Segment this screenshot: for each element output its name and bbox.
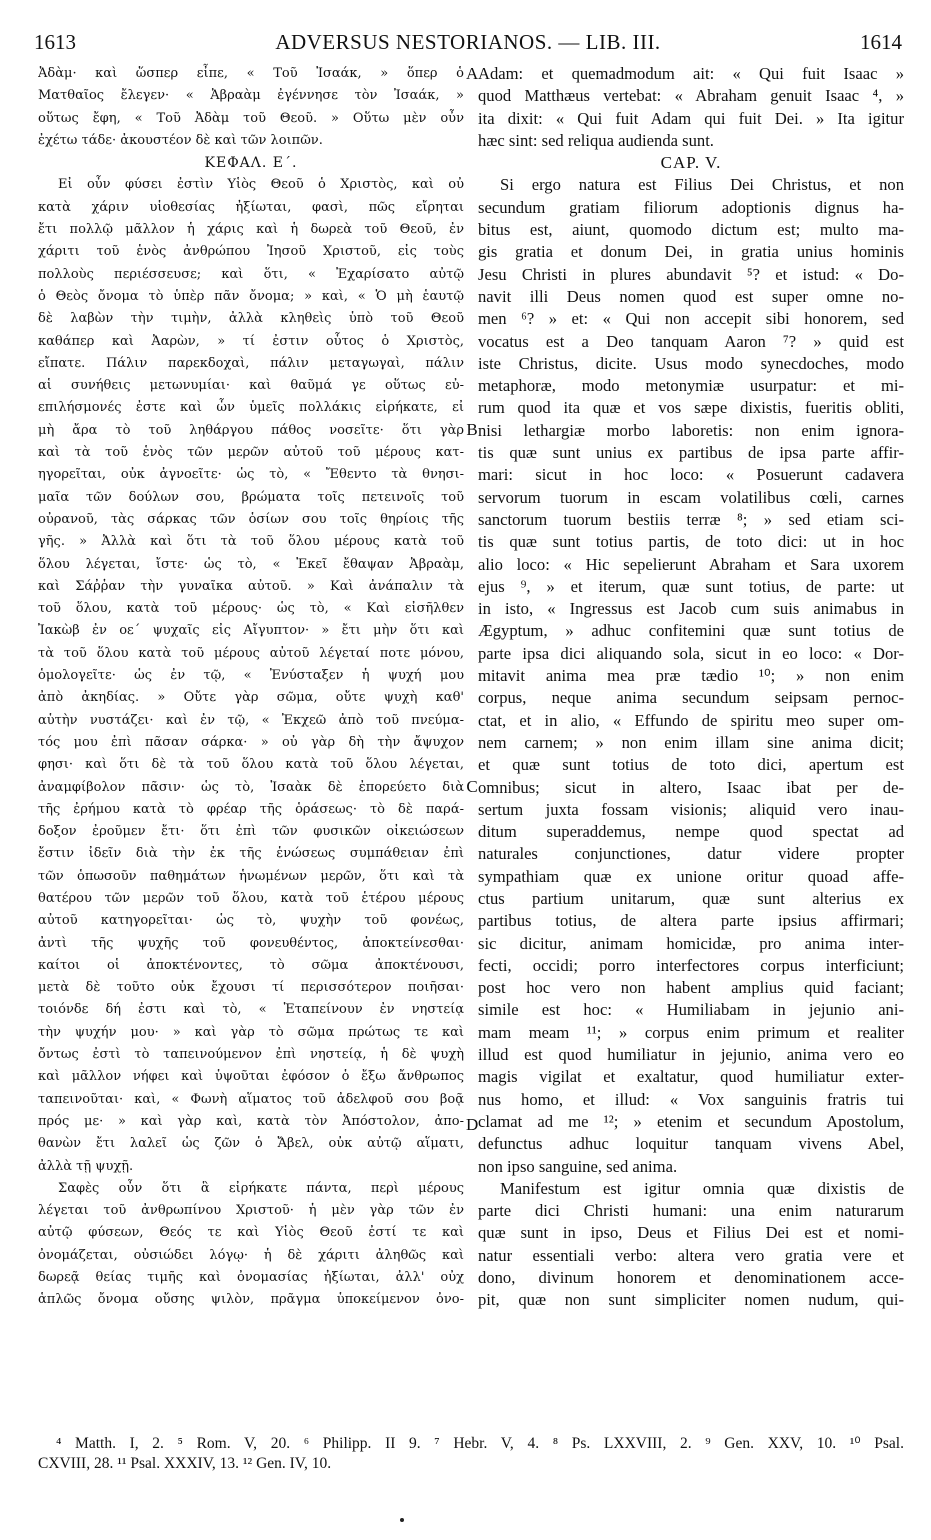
text-line: ditum superaddemus, nempe quod spectat ad [478, 822, 904, 842]
text-line: δωρεᾷ θείας τιμῆς καὶ ὀνομασίας ἠξίωται, ἀλλ' οὐχ [38, 1270, 464, 1286]
footnote-line: CXVIII, 28. ¹¹ Psal. XXXIV, 13. ¹² Gen. IV, 10. [38, 1455, 332, 1472]
text-line: δὲ λαβὼν τὴν τιμὴν, ἀλλὰ κληθεὶς ὑπὸ τοῦ Θεοῦ [38, 311, 464, 327]
text-line: ἔτι πολλῷ μᾶλλον ἡ χάρις καὶ ἡ δωρεὰ τοῦ Θεοῦ, ἐν [38, 222, 464, 238]
text-line: πρός με· » καὶ γὰρ καὶ, κατὰ τὸν Ἀπόστολον, ἀπο- [38, 1113, 464, 1129]
text-line: nisi lethargiæ morbo laboretis: non enim ignora- [478, 420, 904, 440]
text-line: quod Matthæus vertebat: « Abraham genuit Isaac ⁴, » [478, 86, 904, 106]
text-line: Si ergo natura est Filius Dei Christus, et non [500, 175, 904, 195]
text-line: αὐτῷ φύσεων, Θεός τε καὶ Υἱὸς Θεοῦ ἐστί τε καὶ [38, 1225, 464, 1241]
text-line: αἱ συνήθεις μετωνυμίαι· καὶ θαῦμά γε οὕτως εὐ- [38, 378, 464, 394]
text-line: καὶ Σάῤῥαν τὴν γυναῖκα αὐτοῦ. » Καὶ ἀνάπαλιν τὰ [38, 578, 464, 594]
text-line: ita dixit: « Qui fuit Adam qui fuit Dei. » Ita igitur [478, 108, 904, 128]
text-line: parte ipsa dici aliquando sola, sicut in eo loco: « Dor- [478, 643, 904, 663]
text-line: ἀπὸ ἀκηδίας. » Οὔτε γὰρ σῶμα, οὔτε ψυχὴ καθ' [38, 690, 464, 706]
text-line: mam meam ¹¹; » corpus enim primum et realiter [478, 1022, 904, 1042]
margin-letter-d: D [466, 1115, 479, 1134]
text-line: mitavit anima mea præ tædio ¹⁰; » non enim [478, 666, 904, 686]
text-line: Jesu Christi in plures abundavit ⁵? et istud: « Do- [478, 264, 904, 284]
text-line: bitus est, aiunt, quomodo dictum est; multo ma- [478, 220, 904, 240]
text-line: τὴν ψυχήν μου· » καὶ γὰρ τὸ σῶμα πρώτως τε καὶ [38, 1024, 464, 1040]
text-line: ἀναμφίβολον πᾶσιν· ὡς τὸ, Ἰσαὰκ δὲ ἐπορεύετο διὰ [38, 779, 464, 795]
running-title: ADVERSUS NESTORIANOS. — LIB. III. [275, 30, 661, 54]
text-line: men ⁶? » et: « Qui non accepit sibi honorem, sed [478, 309, 904, 329]
text-line: quæ sunt in ipso, Deus et Filius Dei est et nomi- [478, 1223, 904, 1243]
text-line: hæc sint: sed reliqua audienda sunt. [478, 130, 714, 150]
text-line: Manifestum est igitur omnia quæ dixistis de [500, 1178, 904, 1198]
text-line: τοῦ ὅλου, κατὰ τοῦ μέρους· ὡς τὸ, « Καὶ εἰσῆλθεν [38, 601, 464, 617]
footnote-line: ⁴ Matth. I, 2. ⁵ Rom. V, 20. ⁶ Philipp. II 9. ⁷ Hebr. V, 4. ⁸ Ps. LXXVIII, 2. ⁹ Gen. XXV, 10. ¹⁰ Psal. [56, 1435, 904, 1452]
text-line: εἴπατε. Πάλιν παρεκδοχαὶ, πάλιν μεταγωγαὶ, πάλιν [38, 355, 464, 371]
text-line: sympathiam quæ ex unione oritur quoad affe- [478, 866, 904, 886]
text-line: ἁπλῶς ὄνομα οὔσης ψιλὸν, πρᾶγμα ὑποκείμενον ὀνο- [38, 1292, 464, 1308]
text-line: Σαφὲς οὖν ὅτι ἃ εἰρήκατε πάντα, περὶ μέρους [58, 1180, 464, 1196]
text-line: τοιόνδε δή ἐστι καὶ τὸ, « Ἐταπείνουν ἐν νηστείᾳ [38, 1002, 464, 1018]
text-line: φησι· καὶ ὅτι δὲ τὰ τοῦ ὅλου κατὰ τοῦ ὅλου λέγεται, [38, 757, 464, 773]
text-line: ctus partium unitarum, quæ sunt alterius ex [478, 888, 904, 908]
text-line: ὁμολογεῖτε· ὡς ἐν τῷ, « Ἐνύσταξεν ἡ ψυχή μου [38, 668, 464, 684]
text-line: καίτοι οἱ ἀποκτένοντες, τὸ σῶμα ἀποκτένουσι, [38, 957, 464, 973]
text-line: fecti, occidi; porro interfectores corpus interficiunt; [478, 955, 904, 975]
text-line: Ægyptum, » adhuc confitemini quæ sunt totius de [478, 621, 904, 641]
text-line: ejus ⁹, » et iterum, quæ sunt totius, de parte: ut [478, 576, 904, 596]
chapter-heading: CAP. V. [660, 153, 722, 173]
text-line: Adam: et quemadmodum ait: « Qui fuit Isaac » [478, 64, 904, 83]
text-line: κατὰ χάριν υἱοθεσίας ἠξίωται, φασὶ, πῶς εἴρηται [38, 199, 464, 215]
greek-column [38, 63, 464, 1433]
text-line: ὁ Θεὸς ὄνομα τὸ ὑπὲρ πᾶν ὄνομα; » καὶ, « Ὁ μὴ ἑαυτῷ [38, 288, 464, 304]
text-line: ὀνομάζεται, οὐσιώδει λόγῳ· ἡ δὲ χάριτι ἀληθῶς καὶ [38, 1247, 464, 1263]
text-line: defunctus adhuc loquitur tanquam vivens Abel, [478, 1134, 904, 1154]
text-line: non ipso sanguine, sed anima. [478, 1156, 678, 1176]
text-line: καὶ τὰ τοῦ ἑνὸς τῶν μερῶν αὐτοῦ τοῦ μέρους κατ- [38, 445, 464, 461]
text-line: μὴ ἄρα τὸ τοῦ ληθάργου πάθος νοσεῖτε· ὅτι γὰρ [38, 422, 464, 438]
text-line: et quæ sunt totius de toto dici, apertum est [478, 755, 904, 775]
running-header [34, 30, 902, 62]
latin-column [478, 63, 904, 1433]
text-line: nus homo, et illud: « Vox sanguinis fratris tui [478, 1089, 904, 1109]
text-line: τός μου ἐπὶ πᾶσαν σάρκα· » οὐ γὰρ δὴ τὴν ἄψυχον [38, 734, 464, 750]
text-line: γῆς. » Ἀλλὰ καὶ ὅτι τὰ τοῦ ὅλου μέρους κατὰ τοῦ [38, 534, 464, 550]
text-line: navit illi Deus nomen quod est super omne no- [478, 286, 904, 306]
text-line: parte dici Christi humani: una enim naturarum [478, 1201, 904, 1221]
text-line: sertum juxta fossam visionis; aliquid vero inau- [478, 799, 904, 819]
text-line: καθάπερ καὶ Ἀαρὼν, » τί ἐστιν οὗτος ὁ Χριστὸς, [38, 333, 464, 349]
text-line: ὅλου λέγεται, ἴστε· ὡς τὸ, « Ἐκεῖ ἔθαψαν Ἀβραὰμ, [38, 556, 464, 572]
text-line: clamat ad me ¹²; » etenim et secundum Apostolum, [478, 1111, 904, 1131]
text-line: servorum tuorum in escam volatilibus cœli, carnes [478, 487, 904, 507]
text-line: vocatus est a Deo tanquam Aaron ⁷? » quid est [478, 331, 904, 351]
text-line: omnibus; sicut in altero, Isaac ibat per de- [478, 777, 904, 797]
text-line: ctat, et in alio, « Effundo de spiritu meo super om- [478, 710, 904, 730]
text-line: rum quod ita quæ et vos sæpe dixistis, fueritis obliti, [478, 398, 904, 418]
text-line: ἀλλὰ τῇ ψυχῇ. [38, 1158, 134, 1174]
text-line: secundum gratiam filiorum adoptionis dignus ha- [478, 197, 904, 217]
text-line: mari: sicut in hoc loco: « Posuerunt cadavera [478, 465, 904, 485]
page-number-right: 1614 [860, 30, 902, 54]
text-line: natur essentiali verbo: altera vero gratia vere et [478, 1245, 904, 1265]
text-line: τῶν ὁπωσοῦν παθημάτων ἡνωμένων μερῶν, ὅτι καὶ τὰ [38, 868, 464, 884]
text-line: nem carnem; » non enim illam sine anima dicit; [478, 732, 904, 752]
text-line: ἀντὶ τῆς ψυχῆς τοῦ φονευθέντος, ἀποκτείνεσθαι· [38, 935, 464, 951]
text-line: μετὰ δὲ τοῦτο οὐκ ἔχουσι τί περισσότερον ποιῆσαι· [38, 980, 464, 996]
page-number-left: 1613 [34, 30, 76, 54]
text-line: metaphoræ, modo metonymiæ usurpatur: et mi- [478, 376, 904, 396]
text-line: δοξον ἐροῦμεν ἔτι· ὅτι ἐπὶ τῶν φυσικῶν οἰκειώσεων [38, 824, 464, 840]
text-line: Ἀδὰμ· καὶ ὥσπερ εἶπε, « Τοῦ Ἰσαάκ, » ὅπερ ὁ [38, 66, 464, 81]
text-line: μαῖα τῶν δούλων σου, βρώματα τοῖς πετεινοῖς τοῦ [38, 489, 464, 505]
margin-letter-b: B [466, 420, 478, 439]
text-line: Ματθαῖος ἔλεγεν· « Ἀβραὰμ ἐγέννησε τὸν Ἰσαάκ, » [38, 88, 464, 104]
text-line: magis vigilat et exaltatur, quod humiliatur exter- [478, 1067, 904, 1087]
text-line: τῆς ἐρήμου κατὰ τὸ φρέαρ τῆς ὁράσεως· τὸ δὲ παρά- [38, 801, 464, 817]
text-line: partibus totius, de altera parte ipsius affirmari; [478, 911, 904, 931]
text-line: καὶ μᾶλλον νήφει καὶ ὑψοῦται ἐφόσον ὁ ἔξω ἄνθρωπος [38, 1069, 464, 1085]
text-line: οὕτως ἔφη, « Τοῦ Ἀδὰμ τοῦ Θεοῦ. » Οὕτω μὲν οὖν [38, 110, 464, 126]
text-line: simile est hoc: « Humiliabam in jejunio ani- [478, 1000, 904, 1020]
text-line: pit, quæ non sunt simpliciter nomen nudum, qui- [478, 1290, 904, 1310]
chapter-heading: ΚΕΦΑΛ. Ε΄. [204, 155, 298, 172]
text-line: iste Christus, dicite. Usus modo synecdoches, modo [478, 353, 904, 373]
page-dot [400, 1518, 404, 1522]
text-line: gis gratia et donum Dei, in gratia unius hominis [478, 242, 904, 262]
text-line: naturales conjunctiones, datur videre propter [478, 844, 904, 864]
text-line: λέγεται τοῦ ἀνθρωπίνου Χριστοῦ· ἡ μὲν γὰρ τῶν ἐν [38, 1203, 464, 1219]
margin-letter-c: C [466, 777, 478, 796]
text-line: sanctorum tuorum bestiis terræ ⁸; » sed etiam sci- [478, 509, 904, 529]
text-line: tis quæ sunt unius ex partibus de ipsa parte affir- [478, 443, 904, 463]
text-line: θανὼν ἔτι λαλεῖ ὡς ζῶν ὁ Ἄβελ, οὐκ αὐτῷ αἵματι, [38, 1136, 464, 1152]
text-line: θατέρου τῶν μερῶν τοῦ ὅλου, κατὰ τοῦ ἑτέρου μέρους [38, 890, 464, 906]
text-line: τὰ τοῦ ὅλου κατὰ τοῦ μέρους αὐτοῦ λέγεταί ποτε μόνου, [38, 645, 464, 661]
text-line: ἔστιν ἰδεῖν διὰ τὴν ἐκ τῆς ἑνώσεως συμπάθειαν ἐπὶ [38, 846, 464, 862]
text-line: in isto, « Ingressus est Jacob cum suis animabus in [478, 599, 904, 619]
text-line: Εἰ οὖν φύσει ἐστὶν Υἱὸς Θεοῦ ὁ Χριστὸς, καὶ οὐ [58, 177, 464, 193]
text-line: tis quæ sunt totius partis, de toto dici: ut in hoc [478, 532, 904, 552]
text-line: οὐρανοῦ, τὰς σάρκας τῶν ὁσίων σου τοῖς θηρίοις τῆς [38, 511, 464, 527]
text-line: αὑτὴν νυστάζει· καὶ ἐν τῷ, « Ἐκχεῶ ἀπὸ τοῦ πνεύμα- [38, 712, 464, 728]
text-line: sic dicitur, animam homicidæ, pro anima inter- [478, 933, 904, 953]
text-line: post hoc vero non habent amplius quid faciant; [478, 978, 904, 998]
text-line: alio loco: « Hic sepelierunt Abraham et Sara uxorem [478, 554, 904, 574]
text-line: αὐτοῦ κατηγορεῖται· ὡς τὸ, ψυχὴν τοῦ φονέως, [38, 913, 464, 929]
text-line: ηγορεῖται, οὐκ ἀγνοεῖτε· ὡς τὸ, « Ἔθεντο τὰ θνησι- [38, 467, 464, 483]
text-line: ἐχέτω τάδε· ἀκουστέον δὲ καὶ τῶν λοιπῶν. [38, 132, 323, 148]
text-line: επιλήσμονές ἐστε καὶ ὧν ὑμεῖς πολλάκις εἰρήκατε, εἰ [38, 400, 464, 416]
text-line: dono, divinum honorem et denominationem acce- [478, 1268, 904, 1288]
text-line: χάριτι τοῦ ἑνὸς ἀνθρώπου Ἰησοῦ Χριστοῦ, εἰς τοὺς [38, 244, 464, 260]
text-line: illud est quod humiliatur in jejunio, anima vero eo [478, 1045, 904, 1065]
margin-letter-a: A [466, 64, 479, 83]
text-line: Ἰακὼβ ἐν οε΄ ψυχαῖς εἰς Αἴγυπτον· » ἔτι μὴν ὅτι καὶ [38, 623, 464, 639]
text-line: ὄντως ἐστὶ τὸ ταπεινούμενον ἐπὶ νηστείᾳ, ἡ δὲ ψυχὴ [38, 1047, 464, 1063]
text-line: ταπεινοῦται· καὶ, « Φωνὴ αἵματος τοῦ ἀδελφοῦ σου βοᾷ [38, 1091, 464, 1107]
text-line: corpus, neque anima secundum seipsam pernoc- [478, 688, 904, 708]
text-line: πολλοὺς περιέσσευσε; καὶ ὅτι, « Ἐχαρίσατο αὐτῷ [38, 266, 464, 282]
footnotes [38, 1434, 904, 1474]
